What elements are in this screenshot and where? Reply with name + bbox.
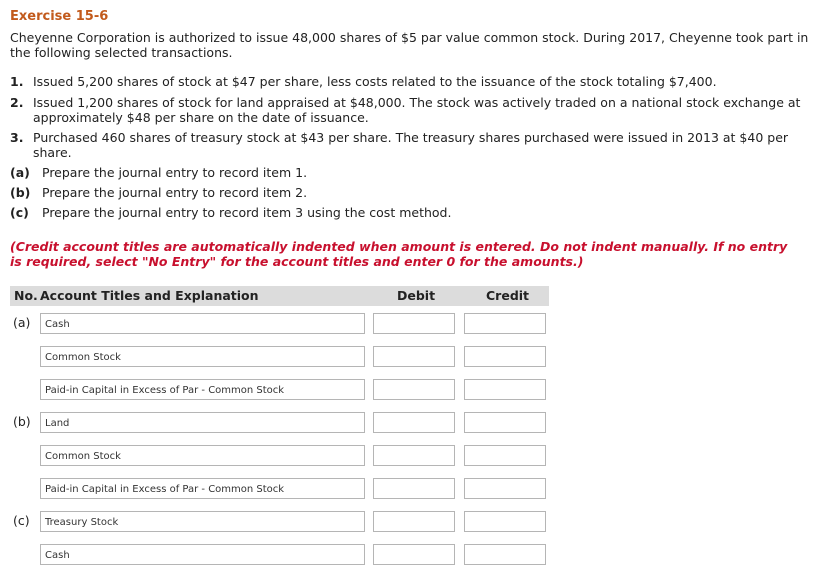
col-account-header: Account Titles and Explanation bbox=[40, 288, 259, 303]
account-title-input[interactable]: Cash bbox=[40, 544, 365, 565]
requirement-text: Prepare the journal entry to record item 3 using the cost method. bbox=[42, 205, 452, 220]
col-credit-header: Credit bbox=[486, 288, 530, 303]
transaction-text: Issued 1,200 shares of stock for land appraised at $48,000. The stock was actively traded on a national stock exchange at approximately $48 per share on the date of issuance. bbox=[33, 95, 801, 125]
col-debit-header: Debit bbox=[397, 288, 436, 303]
credit-input[interactable] bbox=[464, 313, 546, 334]
requirement-item bbox=[10, 205, 451, 220]
instruction-note: (Credit account titles are automatically indented when amount is entered. Do not indent manually. If no entry is required, select "No Entry" for the account titles and enter 0 for the amounts.) bbox=[10, 239, 788, 269]
debit-input[interactable] bbox=[373, 544, 455, 565]
debit-input[interactable] bbox=[373, 478, 455, 499]
journal-table-header bbox=[10, 286, 549, 306]
debit-input[interactable] bbox=[373, 445, 455, 466]
debit-input[interactable] bbox=[373, 379, 455, 400]
credit-input[interactable] bbox=[464, 445, 546, 466]
account-title-input[interactable]: Cash bbox=[40, 313, 365, 334]
exercise-intro: Cheyenne Corporation is authorized to issue 48,000 shares of $5 par value common stock. During 2017, Cheyenne took part in the following selected transactions. bbox=[10, 30, 809, 60]
requirement-item bbox=[10, 185, 307, 200]
requirement-text: Prepare the journal entry to record item 2. bbox=[42, 185, 308, 200]
requirement-item bbox=[10, 165, 307, 180]
credit-input[interactable] bbox=[464, 511, 546, 532]
transaction-text: Issued 5,200 shares of stock at $47 per share, less costs related to the issuance of the stock totaling $7,400. bbox=[33, 74, 717, 89]
requirement-label: (c) bbox=[10, 205, 29, 220]
entry-label: (c) bbox=[13, 513, 30, 528]
entry-label: (a) bbox=[13, 315, 31, 330]
transaction-number: 3. bbox=[10, 130, 24, 145]
requirement-label: (a) bbox=[10, 165, 30, 180]
debit-input[interactable] bbox=[373, 412, 455, 433]
account-title-input[interactable]: Land bbox=[40, 412, 365, 433]
account-title-input[interactable]: Paid-in Capital in Excess of Par - Common Stock bbox=[40, 379, 365, 400]
credit-input[interactable] bbox=[464, 544, 546, 565]
transaction-item bbox=[10, 95, 810, 125]
transaction-item bbox=[10, 74, 810, 89]
debit-input[interactable] bbox=[373, 511, 455, 532]
credit-input[interactable] bbox=[464, 379, 546, 400]
exercise-title: Exercise 15-6 bbox=[10, 9, 109, 24]
transaction-number: 2. bbox=[10, 95, 24, 110]
account-title-input[interactable]: Common Stock bbox=[40, 346, 365, 367]
credit-input[interactable] bbox=[464, 478, 546, 499]
col-no-header: No. bbox=[14, 288, 38, 303]
credit-input[interactable] bbox=[464, 346, 546, 367]
account-title-input[interactable]: Common Stock bbox=[40, 445, 365, 466]
transaction-text: Purchased 460 shares of treasury stock at $43 per share. The treasury shares purchased were issued in 2013 at $40 per share. bbox=[33, 130, 789, 160]
credit-input[interactable] bbox=[464, 412, 546, 433]
entry-label: (b) bbox=[13, 414, 31, 429]
account-title-input[interactable]: Treasury Stock bbox=[40, 511, 365, 532]
transaction-number: 1. bbox=[10, 74, 24, 89]
requirement-label: (b) bbox=[10, 185, 31, 200]
requirement-text: Prepare the journal entry to record item 1. bbox=[42, 165, 308, 180]
account-title-input[interactable]: Paid-in Capital in Excess of Par - Common Stock bbox=[40, 478, 365, 499]
transaction-item bbox=[10, 130, 810, 160]
debit-input[interactable] bbox=[373, 346, 455, 367]
debit-input[interactable] bbox=[373, 313, 455, 334]
